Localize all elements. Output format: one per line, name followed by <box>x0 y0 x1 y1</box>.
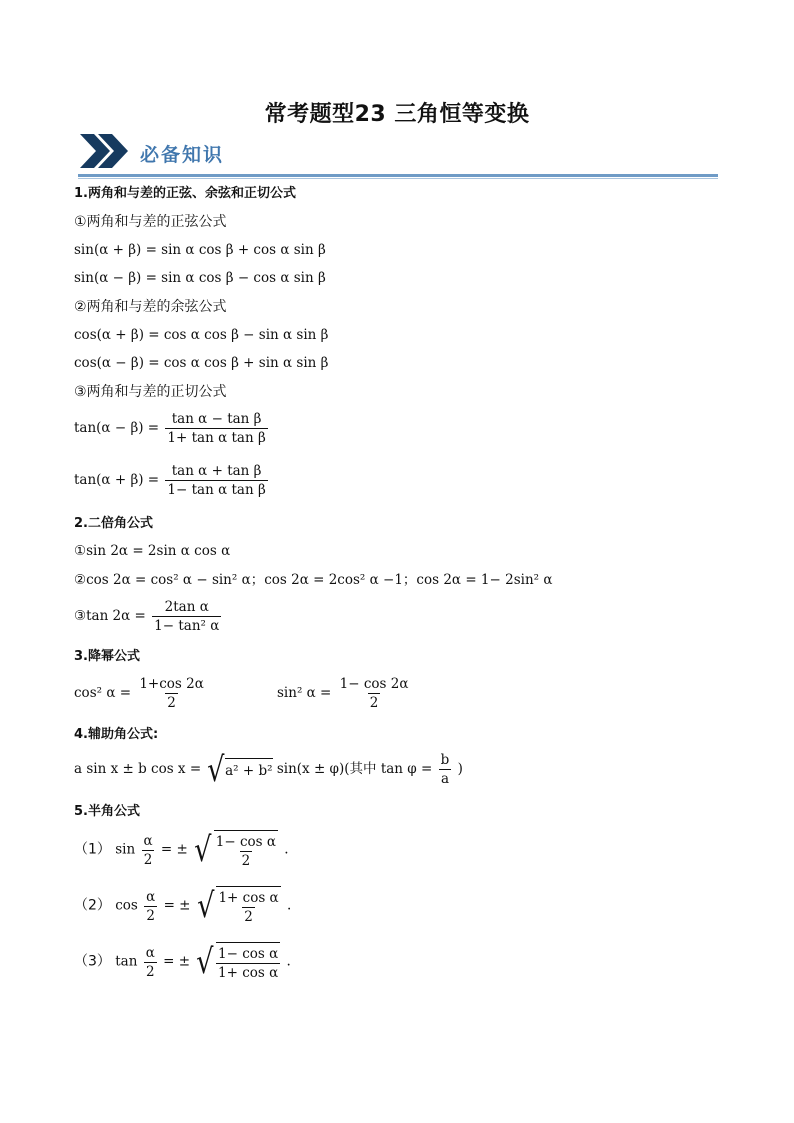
formula-sin-double: ①sin 2α = 2sin α cos α <box>74 543 231 559</box>
square-root: √ $\frac{\text{1− cos α}}{2}$ <box>194 830 276 870</box>
fraction: $\frac{1+\cos 2\alpha}{2}$ <box>139 676 204 711</box>
square-root: √ $\frac{\text{1− cos α}}{\text{1+ cos α}}$ <box>196 942 279 982</box>
double-chevron-icon <box>78 130 130 172</box>
fraction: $\frac{\alpha}{2}$ <box>143 832 153 868</box>
formula-tan-sum: tan(α + β) = $\frac{\text{tan α + tan β}}{\text{1− tan α tan β}}$ <box>74 463 266 498</box>
formula-half-sin: （1） sin $\frac{\alpha}{2}$ = ± √ $\frac{\text{1− cos α}}{2}$ . <box>74 830 289 870</box>
formula-half-tan: （3） tan $\frac{\alpha}{2}$ = ± √ $\frac{\text{1− cos α}}{\text{1+ cos α}}$ . <box>74 942 291 982</box>
formula-sin-diff: sin(α − β) = sin α cos β − cos α sin β <box>74 270 326 286</box>
section-heading-1: 1.两角和与差的正弦、余弦和正切公式 <box>74 186 296 201</box>
subheading-cosine: ②两角和与差的余弦公式 <box>74 299 227 315</box>
section-heading-5: 5.半角公式 <box>74 804 140 819</box>
formula-tan-double: ③tan 2α = $\frac{\text{2tan α}}{\text{1− tan² α}}$ <box>74 599 220 634</box>
formula-cos-double: ②cos 2α = cos² α − sin² α；cos 2α = 2cos² α −1；cos 2α = 1− 2sin² α <box>74 572 553 588</box>
formula-half-cos: （2） cos $\frac{\alpha}{2}$ = ± √ $\frac{\text{1+ cos α}}{2}$ . <box>74 886 292 926</box>
fraction: $\frac{1- \cos 2\alpha}{2}$ <box>339 676 409 711</box>
fraction: $\frac{\text{tan α − tan β}}{\text{1+ tan α tan β}}$ <box>167 411 266 446</box>
section-banner <box>78 130 718 180</box>
banner-label: 必备知识 <box>140 144 225 166</box>
formula-cos-diff: cos(α − β) = cos α cos β + sin α sin β <box>74 355 329 371</box>
formula-cos-squared: cos² α = $\frac{1+\cos 2\alpha}{2}$ <box>74 676 204 711</box>
section-heading-3: 3.降幂公式 <box>74 649 140 664</box>
fraction: $\frac{\text{1+ cos α}}{2}$ <box>216 886 280 926</box>
fraction: $\frac{\text{1− cos α}}{2}$ <box>214 830 278 870</box>
page-title: 常考题型23 三角恒等变换 <box>264 102 530 127</box>
formula-sin-sum: sin(α + β) = sin α cos β + cos α sin β <box>74 242 326 258</box>
fraction: $\frac{\text{2tan α}}{\text{1− tan² α}}$ <box>154 599 220 634</box>
fraction: $\frac{b}{a}$ <box>440 752 450 787</box>
section-heading-2: 2.二倍角公式 <box>74 516 153 531</box>
formula-sin-squared: sin² α = $\frac{1- \cos 2\alpha}{2}$ <box>277 676 409 711</box>
section-heading-4: 4.辅助角公式: <box>74 727 159 742</box>
square-root: √ $\frac{\text{1+ cos α}}{2}$ <box>196 886 279 926</box>
fraction: $\frac{\text{1− cos α}}{\text{1+ cos α}}$ <box>216 942 280 982</box>
formula-auxiliary-angle: a sin x ± b cos x = √ a² + b² sin(x ± φ)(其中 tan φ = $\frac{b}{a}$ ) <box>74 749 463 790</box>
fraction: $\frac{\alpha}{2}$ <box>146 888 156 924</box>
subheading-sine: ①两角和与差的正弦公式 <box>74 214 227 230</box>
formula-tan-diff: tan(α − β) = $\frac{\text{tan α − tan β}}{\text{1+ tan α tan β}}$ <box>74 411 266 446</box>
square-root: √ a² + b² <box>207 749 273 790</box>
banner-divider <box>78 174 718 177</box>
fraction: $\frac{\alpha}{2}$ <box>145 944 155 980</box>
formula-cos-sum: cos(α + β) = cos α cos β − sin α sin β <box>74 327 329 343</box>
fraction: $\frac{\text{tan α + tan β}}{\text{1− tan α tan β}}$ <box>167 463 266 498</box>
subheading-tangent: ③两角和与差的正切公式 <box>74 384 227 400</box>
